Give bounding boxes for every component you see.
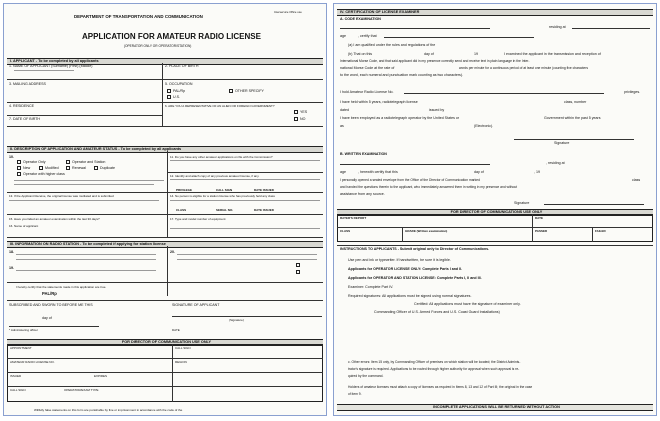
- instructions-header: INSTRUCTIONS TO APPLICANTS - Submit original only to Director of Communications.: [340, 247, 490, 251]
- field-occupation-label: 5. OCCUPATION: [165, 82, 193, 86]
- field-18-label: 18.: [9, 250, 14, 254]
- cell-failed: FAILED: [595, 229, 606, 233]
- holders-line-1: Holders of amateur licenses must attach a copy of licenses as required in Items 8, 13 and 12 of Part III; the original in the case: [348, 385, 533, 389]
- class-number-label: class, number: [564, 100, 587, 104]
- field-16-label: 16. Name of applicant: [9, 224, 39, 228]
- issued-by-label: issued by: [429, 108, 445, 112]
- employed-label: I have been employed as a radiotelegraph operator by the United States or: [340, 116, 460, 120]
- written-signature-line[interactable]: [544, 204, 644, 205]
- director-use-bar-2: FOR DIRECTOR OF COMMUNICATIONS USE ONLY: [337, 209, 653, 216]
- option-higher-class: Operator with higher class: [23, 172, 65, 176]
- line-d: national Morse Code at the rate of: [340, 66, 395, 70]
- checkbox-other[interactable]: [229, 89, 233, 93]
- instruction-6: Certified: All applications must have the signature of examiner only.: [414, 302, 521, 306]
- written-assist-line: assistance from any source.: [340, 192, 385, 196]
- written-signature-label: Signature: [514, 201, 530, 205]
- checkbox-operator-station[interactable]: [66, 160, 70, 164]
- checkbox-new[interactable]: [17, 166, 21, 170]
- certification-text: I hereby certify that the statements made in this application are true.: [16, 285, 107, 289]
- instruction-7: Commanding Officer of U.S. Armed Forces and U.S. Coast Guard Installations): [374, 310, 500, 314]
- header-department: DEPARTMENT OF TRANSPORTATION AND COMMUNICATION: [74, 14, 203, 19]
- line-a: (a) I am qualified under the rules and regulations of the: [348, 43, 436, 47]
- cell-issued: ISSUED: [10, 374, 22, 378]
- checkbox-20-no[interactable]: [296, 270, 300, 274]
- other-errors-line-1: c. Other errors: Item 15 only, by Commanding Officer of premises on which station will be located; the District Adminis-: [348, 360, 521, 364]
- col-class: CLASS: [176, 208, 187, 212]
- cell-passed: PASSED: [535, 229, 548, 233]
- cell-call-sign: CALL SIGN: [175, 346, 191, 350]
- line-b-19: 19: [474, 52, 478, 56]
- checkbox-operator-only[interactable]: [17, 160, 21, 164]
- col-serial: SERIAL NO.: [216, 208, 234, 212]
- field-20-label: 20.: [170, 250, 175, 254]
- instruction-2: Applicants for OPERATOR LICENSE ONLY: Complete Parts I and II.: [348, 267, 463, 271]
- field-13-label: 13. If the Applicant Receive, the original license was mutilated and is submitted: [9, 194, 114, 198]
- instruction-4: Examiner: Complete Part IV.: [348, 285, 394, 289]
- administering-label: * Administering officer: [9, 328, 38, 332]
- certify-label: , certify that: [358, 34, 377, 38]
- day-of-label: day of: [42, 316, 52, 320]
- line-e: to the word, each numeral and punctuation mark counting as two characters).: [340, 73, 464, 77]
- checkbox-pal[interactable]: [167, 89, 171, 93]
- written-residing-label: , residing at: [546, 161, 565, 165]
- signature-line[interactable]: [172, 316, 322, 317]
- field-mailing-label: 3. MAILING ADDRESS: [9, 82, 46, 86]
- option-renewal: Renewal: [72, 166, 86, 170]
- checkbox-modified[interactable]: [39, 166, 43, 170]
- option-pal: PAL/Rp: [173, 89, 186, 93]
- header-office-use: Interservice Office use: [274, 10, 302, 14]
- option-yes: YES: [300, 110, 308, 114]
- field-pob-label: 2. PLACE OF BIRTH: [165, 64, 199, 68]
- col-date-issued: DATE ISSUED: [254, 188, 274, 192]
- certification-pal: PAL/Rp: [42, 291, 57, 296]
- code-exam-label: A. CODE EXAMINATION: [340, 17, 381, 21]
- holders-line-2: of item 9.: [348, 392, 362, 396]
- written-exam-label: B. WRITTEN EXAMINATION: [340, 152, 387, 156]
- cell-rater: RATER'S REPORT: [340, 216, 367, 220]
- option-other: OTHER SPECIFY: [235, 89, 264, 93]
- option-duplicate: Duplicate: [100, 166, 115, 170]
- age-label: age: [340, 34, 346, 38]
- field-residence-label: 4. RESIDENCE: [9, 104, 34, 108]
- govt-label: Government within the past 5 years: [544, 116, 601, 120]
- electronic-label: (Electronic).: [474, 124, 494, 128]
- cell-call-sign-2: CALL SIGN: [10, 388, 26, 392]
- section-description-bar: II. DESCRIPTION OF APPLICATION AND AMATEUR STATUS - To be completed by all applicants: [7, 146, 323, 153]
- line-d-rest: words per minute for a continuous period of at least one minute (counting five characters: [459, 66, 589, 70]
- line-b-rest: I examined the applicant in the transmission and reception of: [504, 52, 601, 56]
- option-modified: Modified: [45, 166, 59, 170]
- written-certify-label: , herewith certify that this: [358, 170, 398, 174]
- col-call-sign: CALL SIGN: [216, 188, 233, 192]
- checkbox-higher-class[interactable]: [17, 172, 21, 176]
- rater-table: [337, 214, 653, 242]
- written-open-line: I personally opened a sealed envelope from the Office of the Director of Communication marked: [340, 178, 480, 182]
- instruction-3: Applicants for OPERATOR AND STATION LICENSE: Complete Parts I, II and III.: [348, 276, 482, 280]
- instruction-1: Use pen and ink or typewriter. If handwritten, be sure it is legible.: [348, 258, 451, 262]
- checkbox-renewal[interactable]: [66, 166, 70, 170]
- application-page-front: [3, 3, 327, 416]
- written-19-label: , 19: [534, 170, 540, 174]
- field-14-label: 14. No person is eligible for a station license who has previously held any class: [170, 194, 275, 198]
- code-signature-label: Signature: [554, 141, 570, 145]
- option-us: U.S.: [173, 95, 180, 99]
- field-name-label: 1. NAME OF APPLICANT (Surname) (First) (Middle): [9, 64, 93, 68]
- form-title: APPLICATION FOR AMATEUR RADIO LICENSE: [82, 32, 261, 41]
- line-b: (b) That on this: [348, 52, 373, 56]
- option-operator-only: Operator Only: [23, 160, 46, 164]
- written-class-label: class: [632, 178, 641, 182]
- written-age-label: age: [340, 170, 346, 174]
- director-use-table: [7, 344, 323, 402]
- cell-expires: EXPIRES: [94, 374, 108, 378]
- privileges-label: privileges.: [624, 90, 641, 94]
- checkbox-yes[interactable]: [294, 110, 298, 114]
- written-day-label: day of: [474, 170, 484, 174]
- cell-class: CLASS: [340, 229, 351, 233]
- director-use-bar: FOR DIRECTOR OF COMMUNICATION USE ONLY: [7, 339, 323, 346]
- field-19-label: 19.: [9, 266, 14, 270]
- field-10-label: 10.: [9, 155, 14, 159]
- field-dob-label: 7. DATE OF BIRTH: [9, 117, 41, 121]
- section-station-bar: III. INFORMATION ON RADIO STATION - To be completed if applying for station license: [7, 241, 323, 248]
- checkbox-us[interactable]: [167, 95, 171, 99]
- checkbox-no[interactable]: [294, 117, 298, 121]
- as-label: as: [340, 124, 344, 128]
- cell-rater-date: DATE: [535, 216, 543, 220]
- section-certification-bar: IV. CERTIFICATION OF LICENSE EXAMINER: [337, 9, 653, 16]
- checkbox-20-yes[interactable]: [296, 263, 300, 267]
- checkbox-duplicate[interactable]: [94, 166, 98, 170]
- written-hand-line: and handed the questions therein to the applicant, who immediately answered them in writing in my presence and without: [340, 185, 518, 189]
- line-c: International Morse Code, and that said applicant did in my presence correctly send and receive text in plain language in the Inter-: [340, 59, 530, 63]
- cell-region: REGION: [175, 360, 187, 364]
- field-11-label: 11. Do you have any other amateur applications on file with the Commission?: [170, 155, 273, 159]
- hold-license-label: I hold Amateur Radio License No.: [340, 90, 394, 94]
- footer-warning: Willfully false statements on this form are punishable by fine or imprisonment in accordance with the code of the: [34, 408, 183, 412]
- field-12-label: 12. Identify and attach copy of any previous amateur license, if any.: [170, 174, 260, 178]
- option-no: NO: [300, 117, 306, 121]
- other-errors-line-3: quired by the command.: [348, 374, 384, 378]
- held-license-label: I have held within 5 years, radiotelegraph license: [340, 100, 418, 104]
- residing-label: residing at: [549, 25, 566, 29]
- cell-appointment: APPOINTMENT: [10, 346, 32, 350]
- field-foreign-label: 6. ARE YOU A REPRESENTATIVE OF AN ALIEN OR FOREIGN GOVERNMENT?: [165, 104, 275, 108]
- line-b-day: day of: [424, 52, 434, 56]
- option-new: New: [23, 166, 31, 170]
- option-operator-station: Operator and Station: [72, 160, 106, 164]
- cell-operator-type: OPERATOR/EXAM TYPE: [64, 388, 99, 392]
- other-errors-line-2: trator's signature is required. Applications to be routed through higher authority for approval when such approval is re-: [348, 367, 520, 371]
- code-signature-line[interactable]: [514, 139, 634, 140]
- dated-label: dated: [340, 108, 349, 112]
- incomplete-warning-bar: INCOMPLETE APPLICATIONS WILL BE RETURNED WITHOUT ACTION: [337, 404, 653, 411]
- date-label: DATE: [172, 328, 180, 332]
- col-date-issued-2: DATE ISSUED: [254, 208, 274, 212]
- cell-license-no: AMATEUR RADIO LICENSE NO.: [10, 360, 55, 364]
- form-subtitle: (OPERATOR ONLY OR OPERATOR/STATION): [124, 44, 192, 48]
- subscribed-label: SUBSCRIBED AND SWORN TO BEFORE ME THIS: [9, 303, 93, 307]
- section-applicant-bar: I. APPLICANT - To be completed by all applicants: [7, 58, 323, 65]
- signature-applicant-label: SIGNATURE OF APPLICANT: [172, 303, 220, 307]
- field-17-label: 17. Type and model number of equipment: [170, 217, 226, 221]
- field-15-label: 15. Have you failed an amateur examination within the last 30 days?: [9, 217, 100, 221]
- signature-sub: (Signature): [229, 318, 244, 322]
- instruction-5: Required signatures: All applications must be signed using normal signatures.: [348, 294, 472, 298]
- application-page-back: [333, 3, 657, 416]
- col-privilege: PRIVILEGE: [176, 188, 193, 192]
- cell-grade: GRADE (Written examination): [405, 229, 448, 233]
